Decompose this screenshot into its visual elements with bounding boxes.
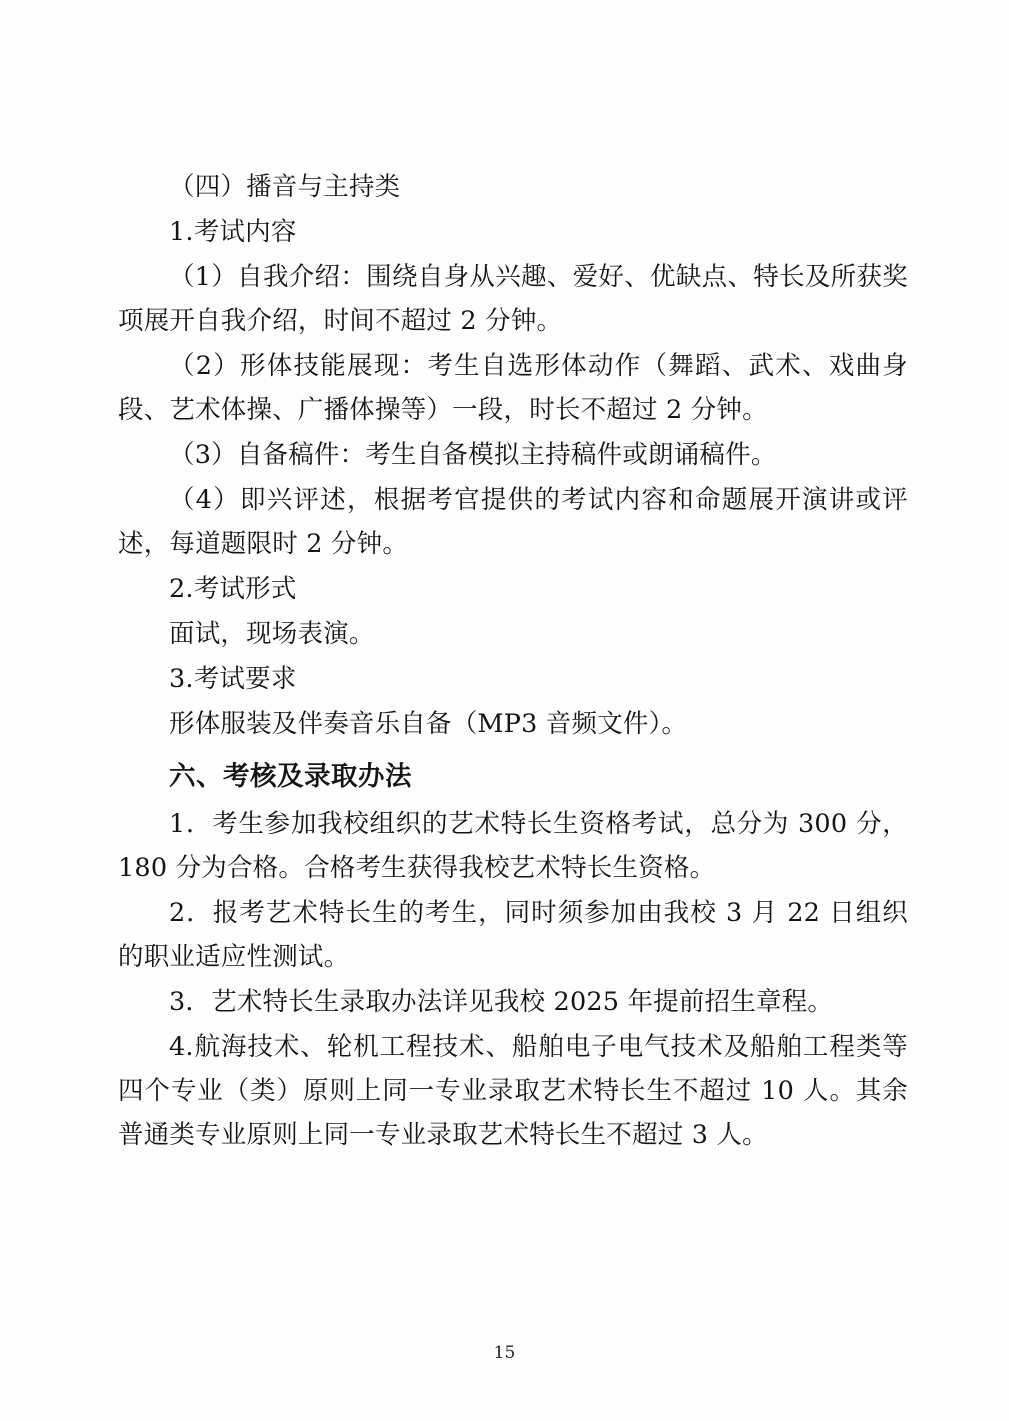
paragraph-exam-requirement-detail: 形体服装及伴奏音乐自备（MP3 音频文件）。 <box>169 709 688 739</box>
paragraph-section-heading-broadcasting: （四）播音与主持类 <box>169 172 401 202</box>
paragraph-exam-requirement-label: 3.考试要求 <box>169 664 297 694</box>
paragraph-exam-format-detail: 面试，现场表演。 <box>169 619 375 649</box>
page-number: 15 <box>493 1343 516 1363</box>
paragraph-item-physical-skill: （2）形体技能展现：考生自选形体动作（舞蹈、武术、戏曲身段、艺术体操、广播体操等）一段，时长不超过 2 分钟。 <box>118 351 908 425</box>
paragraph-admission-rule-4: 4.航海技术、轮机工程技术、船舶电子电气技术及船舶工程类等四个专业（类）原则上同一专业录取艺术特长生不超过 10 人。其余普通类专业原则上同一专业录取艺术特长生不超过 3 人。 <box>118 1032 908 1150</box>
paragraph-admission-rule-2: 2．报考艺术特长生的考生，同时须参加由我校 3 月 22 日组织的职业适应性测试。 <box>118 898 908 972</box>
paragraph-exam-content-label: 1.考试内容 <box>169 217 297 247</box>
document-body <box>118 165 908 1158</box>
paragraph-admission-rule-1: 1．考生参加我校组织的艺术特长生资格考试，总分为 300 分，180 分为合格。合格考生获得我校艺术特长生资格。 <box>118 809 908 883</box>
paragraph-item-self-introduction: （1）自我介绍：围绕自身从兴趣、爱好、优缺点、特长及所获奖项展开自我介绍，时间不超过 2 分钟。 <box>118 262 908 336</box>
section-heading-assessment-admission: 六、考核及录取办法 <box>169 761 412 792</box>
paragraph-item-prepared-script: （3）自备稿件：考生自备模拟主持稿件或朗诵稿件。 <box>169 440 777 470</box>
paragraph-item-impromptu-commentary: （4）即兴评述，根据考官提供的考试内容和命题展开演讲或评述，每道题限时 2 分钟。 <box>118 485 908 559</box>
paragraph-admission-rule-3: 3．艺术特长生录取办法详见我校 2025 年提前招生章程。 <box>169 987 834 1017</box>
paragraph-exam-format-label: 2.考试形式 <box>169 574 297 604</box>
